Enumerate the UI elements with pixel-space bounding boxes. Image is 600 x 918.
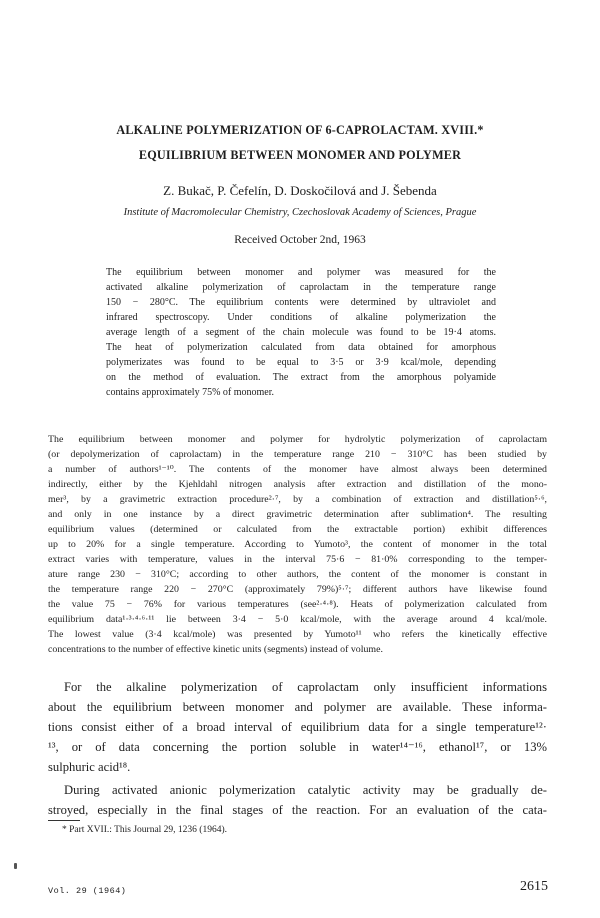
body-line: the temperature range 220 − 270°C (approximately 79%)⁵·⁷; different authors have likewise found	[48, 584, 547, 595]
body-line: ature range 230 − 310°C; according to other authors, the content of the monomer is constant in	[48, 569, 547, 580]
main-text-line: During activated anionic polymerization catalytic activity may be gradually de-	[64, 783, 547, 797]
body-line: mer³, by a gravimetric extraction procedure²·⁷, by a combination of extraction and distillation⁵·⁶,	[48, 494, 547, 505]
article-title-line-1: ALKALINE POLYMERIZATION OF 6-CAPROLACTAM. XVIII.*	[116, 123, 484, 137]
body-line: equilibrium values (determined or calculated from the extractable portion) exhibit differences	[48, 524, 547, 535]
body-line: (or depolymerization of caprolactam) in the temperature range 210 − 310°C has been studied by	[48, 449, 547, 460]
body-line: indirectly, either by the Kjehldahl nitrogen analysis after extraction and distillation of the mono-	[48, 479, 547, 490]
author-list: Z. Bukač, P. Čefelín, D. Doskočilová and J. Šebenda	[163, 183, 437, 198]
main-text-line: sulphuric acid¹⁸.	[48, 760, 131, 774]
article-title-line-2: EQUILIBRIUM BETWEEN MONOMER AND POLYMER	[138, 148, 462, 162]
body-line: equilibrium data¹·³·⁴·⁶·¹¹ lie between 3·4 − 5·0 kcal/mole, with the average around 4 kcal/mole.	[48, 614, 547, 625]
scan-speck	[14, 863, 17, 869]
body-line: The lowest value (3·4 kcal/mole) was presented by Yumoto¹¹ who refers the kinetically effective	[48, 629, 547, 640]
received-date: Received October 2nd, 1963	[234, 234, 366, 246]
main-text-line: tions consist either of a broad interval of equilibrium data for a single temperature¹²·	[48, 720, 547, 734]
main-text-line-content: For the alkaline polymerization of caprolactam only insufficient informations	[64, 680, 547, 694]
footnote: * Part XVII.: This Journal 29, 1236 (1964).	[62, 825, 228, 835]
abstract-line: The equilibrium between monomer and polymer was measured for the	[106, 267, 496, 278]
abstract-line: infrared spectroscopy. Under conditions of alkaline polymerization the	[106, 312, 496, 323]
body-line: up to 20% for a single temperature. According to Yumoto³, the content of monomer in the total	[48, 539, 547, 550]
body-line: and only in one instance by a direct gravimetric determination after sublimation⁴. The resulting	[48, 509, 547, 520]
body-line: concentrations to the number of effective kinetic units (segments) instead of volume.	[48, 644, 383, 655]
abstract-line: activated alkaline polymerization of caprolactam in the temperature range	[106, 282, 496, 293]
body-line: the value 75 − 76% for various temperatures (see²·⁴·⁸). Heats of polymerization calculated from	[48, 599, 547, 610]
page-number: 2615	[520, 879, 548, 894]
body-line: a number of authors¹⁻¹⁰. The contents of the monomer have almost always been determined	[48, 464, 547, 475]
body-line: The equilibrium between monomer and polymer for hydrolytic polymerization of caprolactam	[48, 434, 547, 445]
main-text-line: stroyed, especially in the final stages of the reaction. For an evaluation of the cata-	[48, 803, 547, 817]
abstract-line: polymerizates was found to be equal to 3·5 or 3·9 kcal/mole, depending	[106, 357, 496, 368]
main-text-line: ¹³, or of data concerning the portion soluble in water¹⁴⁻¹⁶, ethanol¹⁷, or 13%	[48, 740, 547, 754]
author-affiliation: Institute of Macromolecular Chemistry, Czechoslovak Academy of Sciences, Prague	[123, 207, 477, 218]
abstract-line: on the method of evaluation. The extract from the amorphous polyamide	[106, 372, 496, 383]
footnote-rule	[48, 820, 80, 821]
journal-reference: Vol. 29 (1964)	[48, 886, 127, 896]
body-line: extract varies with temperature, values in the interval 75·6 − 81·0% corresponding to the temper-	[48, 554, 547, 565]
abstract-line: average length of a segment of the chain molecule was found to be 19·4 atoms.	[106, 327, 496, 338]
abstract-line: contains approximately 75% of monomer.	[106, 387, 275, 398]
abstract-line: 150 − 280°C. The equilibrium contents were determined by ultraviolet and	[106, 297, 496, 308]
main-text-line	[48, 677, 547, 697]
main-text-line: about the equilibrium between monomer and polymer are available. These informa-	[48, 700, 547, 714]
abstract-line: The heat of polymerization calculated from data obtained for amorphous	[106, 342, 496, 353]
